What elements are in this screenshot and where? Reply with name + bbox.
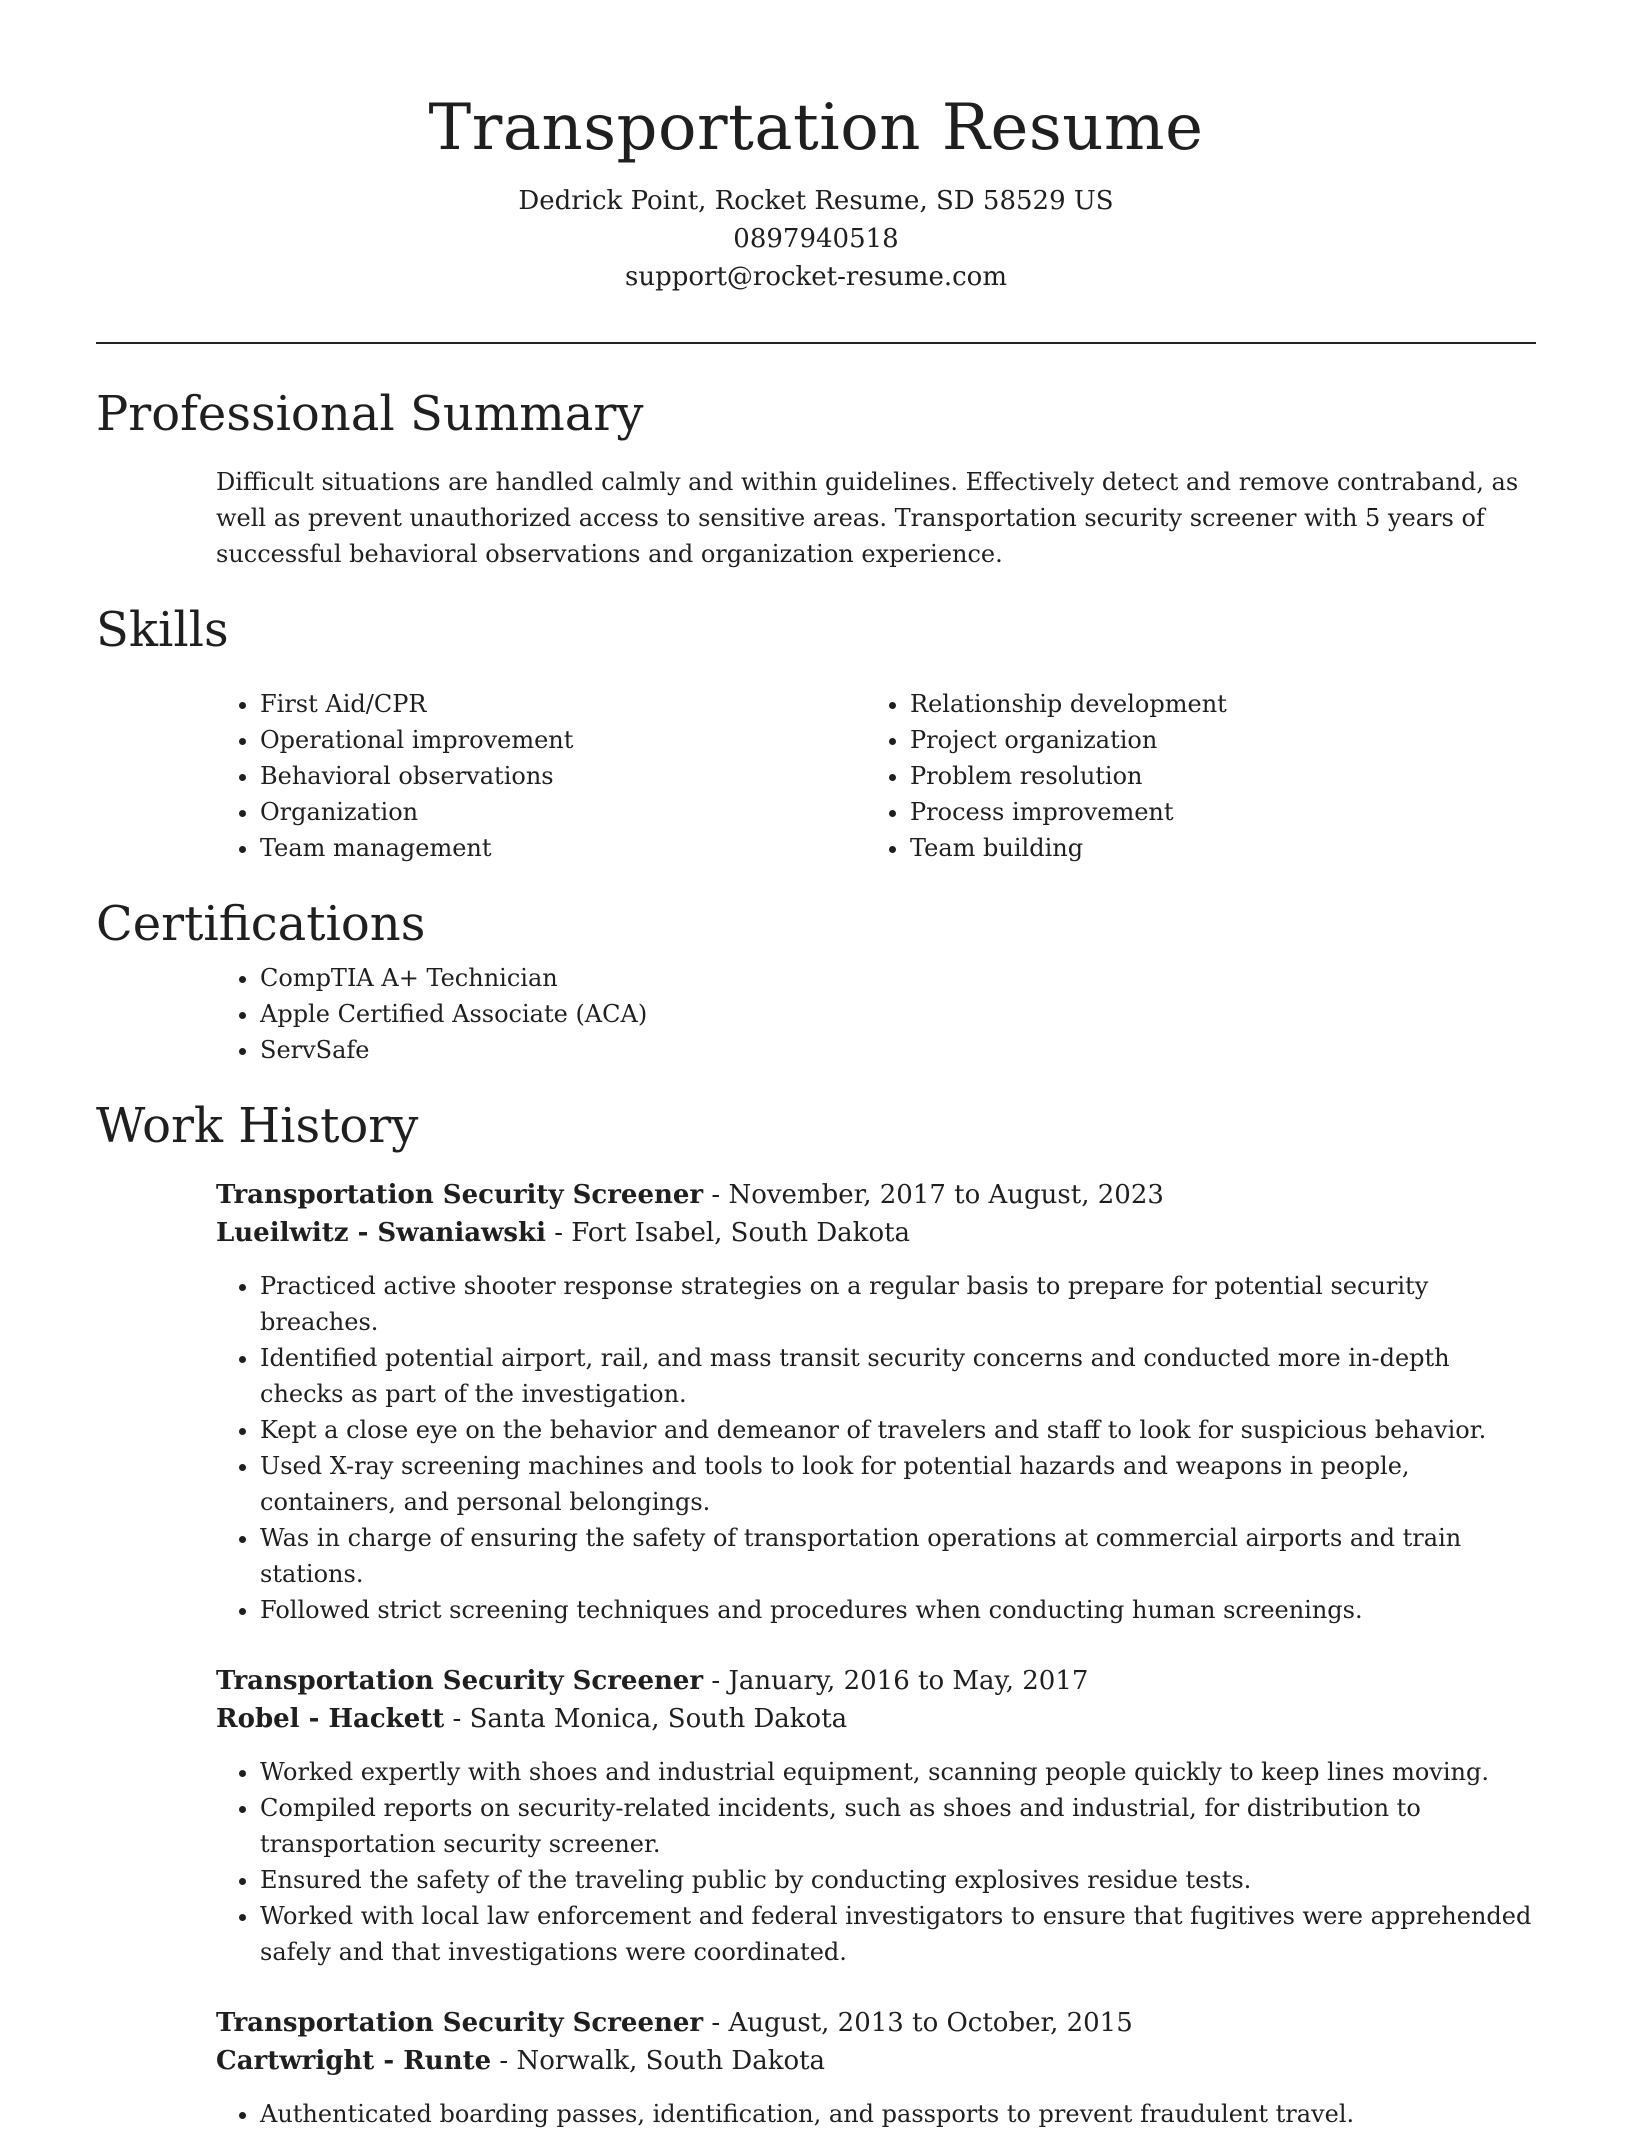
- contact-address: Dedrick Point, Rocket Resume, SD 58529 US: [518, 186, 1114, 216]
- skill-item: • Problem resolution: [910, 758, 1396, 794]
- certification-item: • ServSafe: [260, 1032, 1536, 1068]
- skill-item: • Team building: [910, 830, 1396, 866]
- job-location: - Santa Monica, South Dakota: [444, 1704, 848, 1734]
- skill-item: • Project organization: [910, 722, 1396, 758]
- skills-list-left: [96, 686, 746, 866]
- resume-body: [96, 378, 1536, 2132]
- job-dates: - November, 2017 to August, 2023: [703, 1180, 1164, 1210]
- job-employer-line: [216, 1214, 1536, 1252]
- skill-item: • Operational improvement: [260, 722, 746, 758]
- job-entry: [216, 1176, 1536, 1628]
- duty-item: • Kept a close eye on the behavior and demeanor of travelers and staff to look for suspicious behavior.: [260, 1412, 1536, 1448]
- summary-heading: Professional Summary: [96, 386, 644, 442]
- duty-item: • Authenticated boarding passes, identification, and passports to prevent fraudulent travel.: [260, 2096, 1536, 2132]
- job-title: Transportation Security Screener: [216, 2008, 704, 2038]
- contact-phone: 0897940518: [733, 224, 899, 254]
- job-duties: [216, 2096, 1536, 2132]
- summary-section: [96, 378, 1536, 572]
- duty-item: • Was in charge of ensuring the safety of transportation operations at commercial airports and train stations.: [260, 1520, 1536, 1592]
- job-entry: [216, 1662, 1536, 1970]
- header-divider: [96, 342, 1536, 344]
- job-employer-line: [216, 1700, 1536, 1738]
- resume-header: [96, 84, 1536, 296]
- skill-item: • Behavioral observations: [260, 758, 746, 794]
- duty-item: • Identified potential airport, rail, and mass transit security concerns and conducted more in-depth checks as part of the investigation.: [260, 1340, 1536, 1412]
- duty-item: • Used X-ray screening machines and tools to look for potential hazards and weapons in people, containers, and personal belongings.: [260, 1448, 1536, 1520]
- skill-item: • First Aid/CPR: [260, 686, 746, 722]
- job-title-line: [216, 1662, 1536, 1700]
- job-title-line: [216, 1176, 1536, 1214]
- skill-item: • Organization: [260, 794, 746, 830]
- job-title-line: [216, 2004, 1536, 2042]
- job-dates: - August, 2013 to October, 2015: [703, 2008, 1133, 2038]
- skills-heading: Skills: [96, 602, 229, 658]
- document-title: Transportation Resume: [428, 91, 1204, 165]
- skills-section: [96, 594, 1536, 866]
- job-duties: [216, 1268, 1536, 1628]
- job-employer-line: [216, 2042, 1536, 2080]
- certifications-list: [96, 960, 1536, 1068]
- job-location: - Norwalk, South Dakota: [491, 2046, 826, 2076]
- job-entry: [216, 2004, 1536, 2132]
- skills-list-right: [746, 686, 1396, 866]
- skills-columns: [96, 686, 1536, 866]
- duty-item: • Compiled reports on security-related incidents, such as shoes and industrial, for distribution to transportation security screener.: [260, 1790, 1536, 1862]
- job-employer: Cartwright - Runte: [216, 2046, 492, 2076]
- job-dates: - January, 2016 to May, 2017: [703, 1666, 1089, 1696]
- contact-info: [96, 182, 1536, 296]
- job-employer: Lueilwitz - Swaniawski: [216, 1218, 546, 1248]
- work-history-section: [96, 1090, 1536, 2132]
- duty-item: • Followed strict screening techniques and procedures when conducting human screenings.: [260, 1592, 1536, 1628]
- skill-item: • Process improvement: [910, 794, 1396, 830]
- skill-item: • Relationship development: [910, 686, 1396, 722]
- duty-item: • Worked with local law enforcement and federal investigators to ensure that fugitives were apprehended safely and that investigations were coordinated.: [260, 1898, 1536, 1970]
- duty-item: • Practiced active shooter response strategies on a regular basis to prepare for potential security breaches.: [260, 1268, 1536, 1340]
- job-title: Transportation Security Screener: [216, 1666, 704, 1696]
- job-location: - Fort Isabel, South Dakota: [545, 1218, 911, 1248]
- duty-item: • Ensured the safety of the traveling public by conducting explosives residue tests.: [260, 1862, 1536, 1898]
- contact-email: support@rocket-resume.com: [624, 262, 1007, 292]
- certifications-heading: Certifications: [96, 896, 426, 952]
- certification-item: • Apple Certified Associate (ACA): [260, 996, 1536, 1032]
- job-employer: Robel - Hackett: [216, 1704, 445, 1734]
- job-duties: [216, 1754, 1536, 1970]
- duty-item: • Worked expertly with shoes and industrial equipment, scanning people quickly to keep lines moving.: [260, 1754, 1536, 1790]
- work-history-heading: Work History: [96, 1098, 419, 1154]
- summary-text: Difficult situations are handled calmly and within guidelines. Effectively detect and remove contraband, as well as prevent unauthorized access to sensitive areas. Transportation security screener with 5 years of successful behavioral observations and organization experience.: [216, 468, 1519, 568]
- certifications-section: [96, 888, 1536, 1068]
- certification-item: • CompTIA A+ Technician: [260, 960, 1536, 996]
- job-title: Transportation Security Screener: [216, 1180, 704, 1210]
- skill-item: • Team management: [260, 830, 746, 866]
